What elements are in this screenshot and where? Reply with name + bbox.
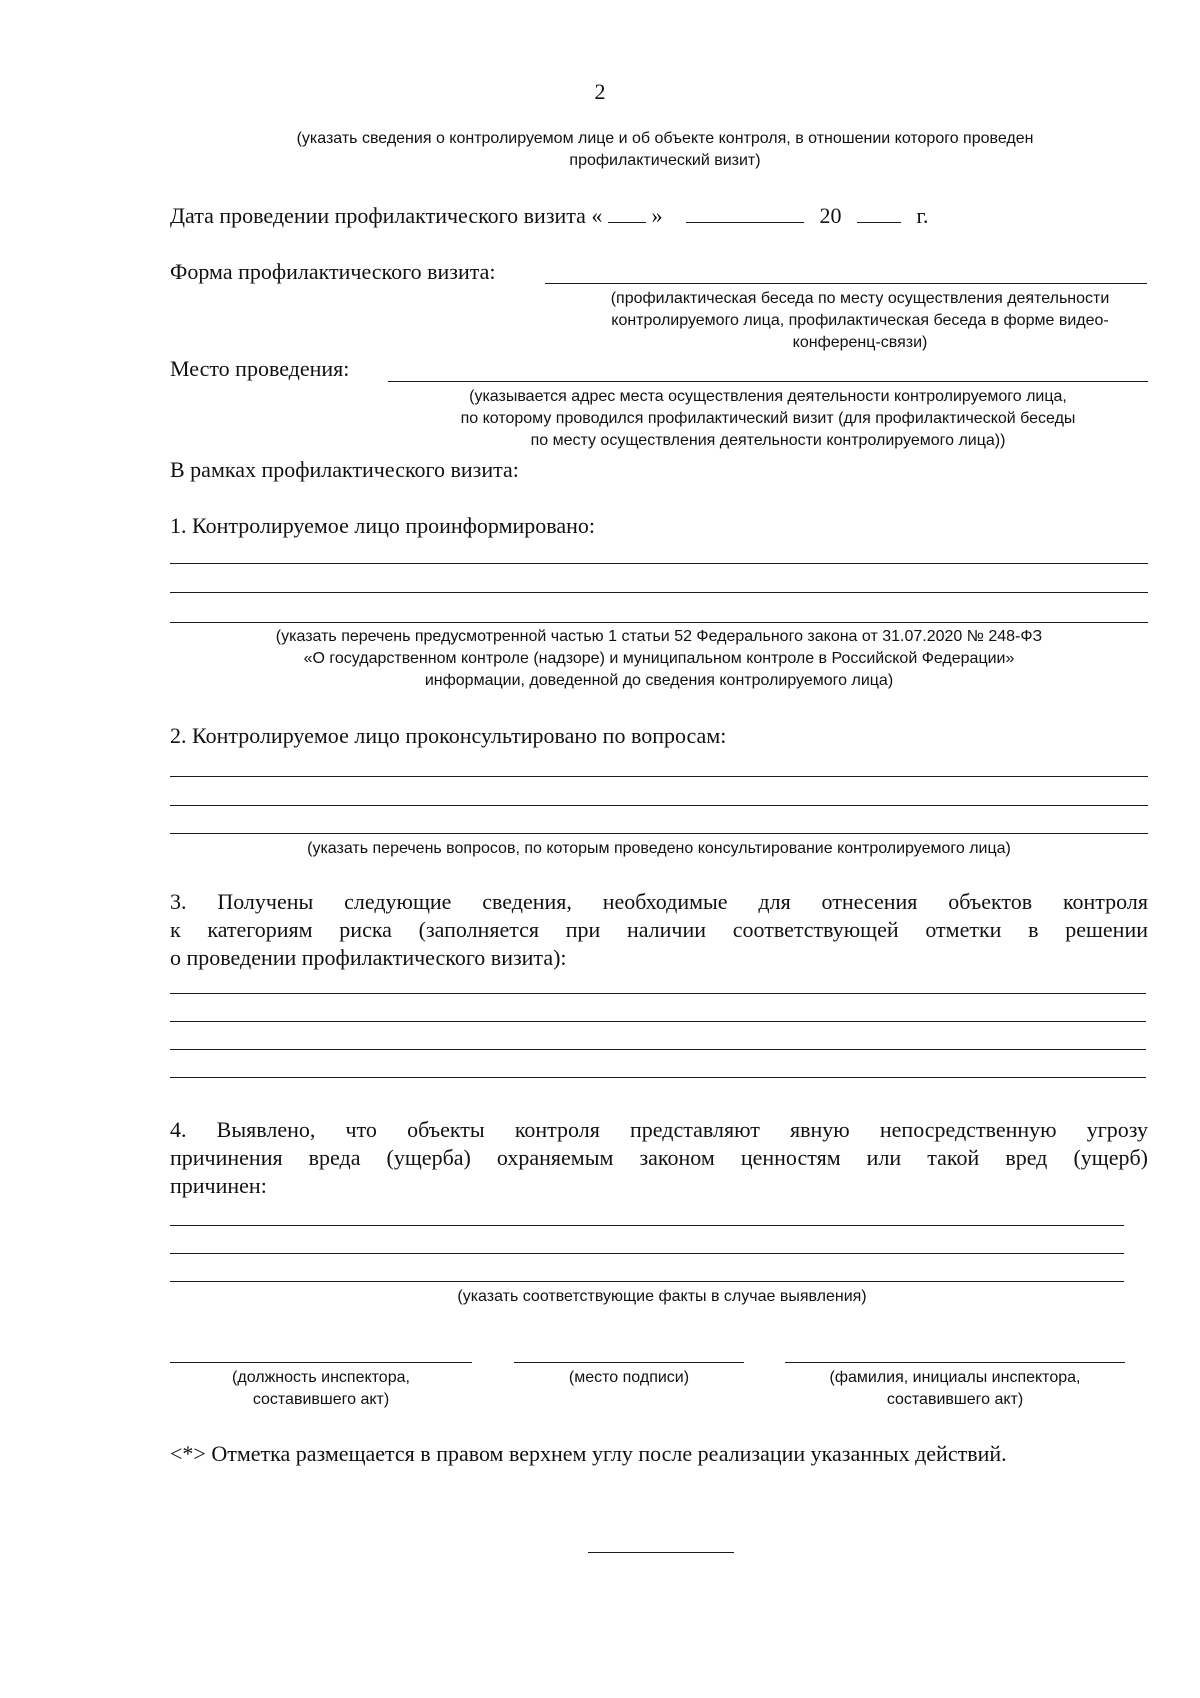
position-caption-line-1: (должность инспектора, [232, 1369, 410, 1386]
item-2-text: 2. Контролируемое лицо проконсультировано по вопросам: [170, 723, 727, 748]
venue-note-line-3: по месту осуществления деятельности контролируемого лица)) [530, 432, 1006, 449]
visit-form-field[interactable] [545, 283, 1147, 284]
name-caption-line-2: составившего акт) [886, 1391, 1024, 1408]
visit-form-note-line-1: (профилактическая беседа по месту осуществления деятельности [610, 290, 1110, 307]
venue-note-line-2: по которому проводился профилактический визит (для профилактической беседы [460, 410, 1076, 427]
item-2-note: (указать перечень вопросов, по которым проведено консультирование контролируемого лица) [307, 840, 1011, 857]
within-visit-heading: В рамках профилактического визита: [170, 457, 519, 482]
item-3-line-1: 3. Получены следующие сведения, необходимые для отнесения объектов контроля [170, 889, 1148, 914]
item-4-line-3: причинен: [170, 1173, 267, 1198]
end-separator-line [588, 1552, 734, 1553]
item-1-note-line-2: «О государственном контроле (надзоре) и муниципальном контроле в Российской Федерации» [303, 650, 1015, 667]
item-4-line-2: причинения вреда (ущерба) охраняемым законом ценностям или такой вред (ущерб) [170, 1145, 1148, 1170]
venue-field[interactable] [388, 381, 1148, 382]
item-1-text: 1. Контролируемое лицо проинформировано: [170, 513, 596, 538]
visit-form-note-line-3: конференц-связи) [792, 334, 928, 351]
item-3-line-3: о проведении профилактического визита): [170, 945, 567, 970]
item-1-note-line-1: (указать перечень предусмотренной частью 1 статьи 52 Федерального закона от 31.07.2020 № 248-ФЗ [275, 628, 1043, 645]
item-2-answer-line-3[interactable] [170, 833, 1148, 834]
visit-year-prefix: 20 [819, 203, 842, 228]
item-1-answer-line-1[interactable] [170, 563, 1148, 564]
visit-form-note-line-2: контролируемого лица, профилактическая беседа в форме видео- [611, 312, 1109, 329]
item-3-answer-line-1[interactable] [170, 993, 1146, 994]
visit-date-row [170, 202, 928, 230]
venue-label: Место проведения: [170, 356, 350, 381]
visit-form-label: Форма профилактического визита: [170, 259, 496, 284]
item-3-answer-line-3[interactable] [170, 1049, 1146, 1050]
visit-date-close-quote: » [651, 203, 663, 228]
visit-year-field[interactable] [857, 202, 901, 223]
signature-place-caption: (место подписи) [568, 1369, 690, 1386]
header-note-line-1: (указать сведения о контролируемом лице и об объекте контроля, в отношении которого проведен [296, 130, 1034, 147]
visit-day-field[interactable] [608, 202, 646, 223]
visit-year-suffix: г. [916, 203, 929, 228]
item-4-answer-line-2[interactable] [170, 1253, 1124, 1254]
visit-date-label: Дата проведении профилактического визита « [170, 203, 603, 228]
item-2-answer-line-2[interactable] [170, 805, 1148, 806]
item-4-answer-line-3[interactable] [170, 1281, 1124, 1282]
footnote: <*> Отметка размещается в правом верхнем углу после реализации указанных действий. [170, 1441, 1007, 1466]
item-4-line-1: 4. Выявлено, что объекты контроля представляют явную непосредственную угрозу [170, 1117, 1148, 1142]
item-3-answer-line-2[interactable] [170, 1021, 1146, 1022]
visit-month-field[interactable] [686, 202, 804, 223]
position-caption-line-2: составившего акт) [252, 1391, 390, 1408]
item-4-note: (указать соответствующие факты в случае выявления) [457, 1288, 867, 1305]
item-1-answer-line-3[interactable] [170, 622, 1148, 623]
header-note-line-2: профилактический визит) [569, 152, 761, 169]
item-3-line-2: к категориям риска (заполняется при наличии соответствующей отметки в решении [170, 917, 1148, 942]
item-3-answer-line-4[interactable] [170, 1077, 1146, 1078]
venue-note-line-1: (указывается адрес места осуществления деятельности контролируемого лица, [469, 388, 1067, 405]
item-2-answer-line-1[interactable] [170, 776, 1148, 777]
page-number: 2 [594, 79, 606, 104]
item-1-answer-line-2[interactable] [170, 592, 1148, 593]
name-signature-line[interactable] [785, 1362, 1125, 1363]
signature-place-line[interactable] [514, 1362, 744, 1363]
item-1-note-line-3: информации, доведенной до сведения контролируемого лица) [424, 672, 894, 689]
item-4-answer-line-1[interactable] [170, 1225, 1124, 1226]
name-caption-line-1: (фамилия, инициалы инспектора, [829, 1369, 1081, 1386]
position-signature-line[interactable] [170, 1362, 472, 1363]
